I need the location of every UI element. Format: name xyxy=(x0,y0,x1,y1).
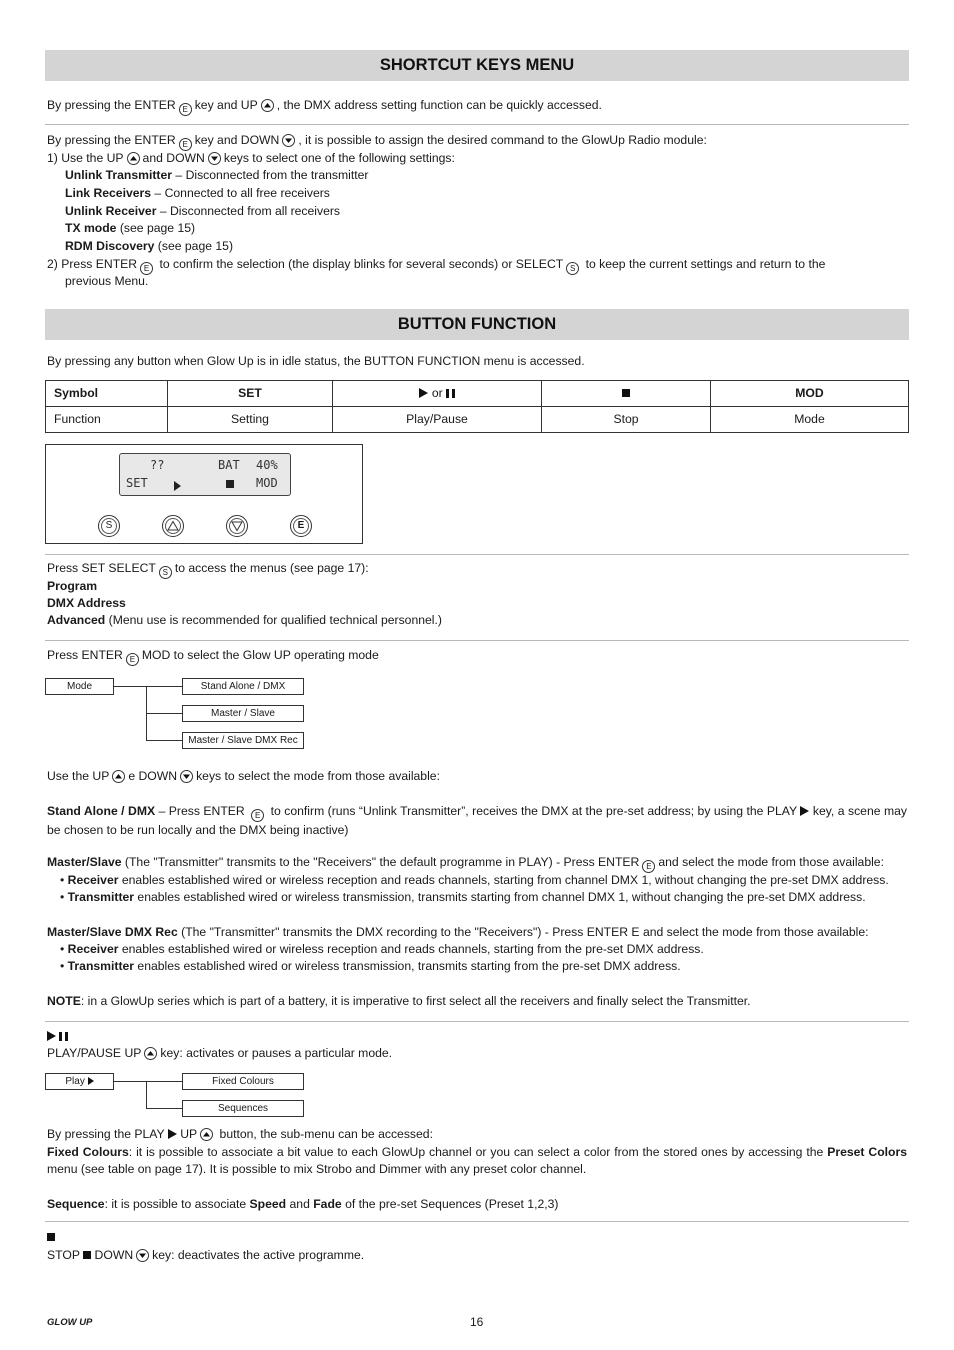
table-header xyxy=(542,381,711,407)
table-header: SET xyxy=(238,385,262,400)
paragraph-master-slave-rec: Master/Slave DMX Rec (The "Transmitter" transmits the DMX recording to the "Receivers") - Press ENTER E and select the mode from those available: xyxy=(47,925,869,939)
play-icon xyxy=(168,1129,177,1139)
down-key-icon xyxy=(282,134,295,147)
list-step: 2) Press ENTER E to confirm the selection (the display blinks for several seconds) or SELECT S to keep the current settings and return to the xyxy=(47,257,826,273)
up-key-icon xyxy=(144,1047,157,1060)
up-key-icon xyxy=(112,770,125,783)
pause-icon xyxy=(446,389,455,398)
diagram-node: Master / Slave xyxy=(182,705,304,722)
list-item: Unlink Transmitter – Disconnected from the transmitter xyxy=(65,168,369,182)
paragraph: By pressing any button when Glow Up is in idle status, the BUTTON FUNCTION menu is accessed. xyxy=(47,354,585,368)
table-cell: Setting xyxy=(168,407,333,433)
diagram-node: Fixed Colours xyxy=(182,1073,304,1090)
enter-key-icon: E xyxy=(126,653,139,666)
pause-icon xyxy=(59,1032,68,1041)
enter-key-icon: E xyxy=(179,103,192,116)
diagram-node: Stand Alone / DMX xyxy=(182,678,304,695)
table-cell: Mode xyxy=(711,407,909,433)
list-item: RDM Discovery (see page 15) xyxy=(65,239,234,253)
bullet-item: • Transmitter enables established wired or wireless transmission, transmits starting from the pre-set DMX address. xyxy=(60,959,681,973)
diagram-node: Sequences xyxy=(182,1100,304,1117)
list-item: TX mode (see page 15) xyxy=(65,221,196,235)
divider xyxy=(45,1221,909,1222)
stop-icon xyxy=(226,480,234,488)
list-item: Unlink Receiver – Disconnected from all receivers xyxy=(65,204,341,218)
paragraph-master-slave: Master/Slave (The "Transmitter" transmits to the "Receivers" the default programme in PLAY) - Press ENTER E and select the mode from those available: xyxy=(47,855,884,871)
divider xyxy=(45,640,909,641)
up-button[interactable] xyxy=(162,515,184,537)
up-key-icon xyxy=(200,1128,213,1141)
stop-icon xyxy=(622,389,630,397)
section-header-button-function xyxy=(45,309,909,340)
paragraph: PLAY/PAUSE UP key: activates or pauses a particular mode. xyxy=(47,1046,393,1060)
table-header: MOD xyxy=(795,385,824,400)
list-item: Link Receivers – Connected to all free receivers xyxy=(65,186,330,200)
stop-symbol xyxy=(47,1229,55,1246)
diagram-root: Mode xyxy=(45,678,114,695)
up-key-icon xyxy=(261,99,274,112)
paragraph: By pressing the ENTER E key and DOWN , it is possible to assign the desired command to the GlowUp Radio module: xyxy=(47,133,707,149)
up-key-icon xyxy=(127,152,140,165)
diagram-node: Master / Slave DMX Rec xyxy=(182,732,304,749)
select-key-icon: S xyxy=(159,566,172,579)
stop-icon xyxy=(83,1251,91,1259)
paragraph-stand-alone: Stand Alone / DMX – Press ENTER E to confirm (runs “Unlink Transmitter”, receives the DMX at the pre-set address; by using the PLAY key, a scene may be chosen to be run locally and the DMX being inactive) xyxy=(47,804,907,837)
section-title: BUTTON FUNCTION xyxy=(397,315,557,333)
menu-item: Program xyxy=(47,579,98,593)
section-title: SHORTCUT KEYS MENU xyxy=(379,56,575,74)
table-header: or xyxy=(333,381,542,407)
menu-item: Advanced (Menu use is recommended for qualified technical personnel.) xyxy=(47,613,442,627)
list-step: 1) Use the UP and DOWN keys to select one of the following settings: xyxy=(47,151,455,165)
paragraph: STOP DOWN key: deactivates the active programme. xyxy=(47,1248,365,1262)
divider xyxy=(45,1021,909,1022)
select-key-icon: S xyxy=(566,262,579,275)
footer-brand: GLOW UP xyxy=(47,1317,93,1328)
enter-button[interactable]: E xyxy=(290,515,312,537)
play-pause-symbol xyxy=(47,1028,68,1045)
enter-key-icon: E xyxy=(251,809,264,822)
paragraph: By pressing the PLAY UP button, the sub-menu can be accessed: xyxy=(47,1127,433,1141)
select-button[interactable]: S xyxy=(98,515,120,537)
page-number: 16 xyxy=(470,1315,484,1329)
play-icon xyxy=(419,388,428,398)
play-icon xyxy=(174,479,181,496)
paragraph: Press ENTER E MOD to select the Glow UP operating mode xyxy=(47,648,379,664)
lcd-display: ?? BAT 40% SET MOD xyxy=(119,453,291,496)
menu-item: DMX Address xyxy=(47,596,126,610)
play-icon xyxy=(47,1031,56,1041)
table-cell: Function xyxy=(46,407,168,433)
table-cell: Stop xyxy=(542,407,711,433)
bullet-item: • Receiver enables established wired or wireless reception and reads channels, starting from the pre-set DMX address. xyxy=(60,942,704,956)
stop-icon xyxy=(47,1233,55,1241)
control-panel xyxy=(45,444,363,544)
bullet-item: • Transmitter enables established wired or wireless transmission, transmits starting from channel DMX 1, without changing the pre-set DMX address. xyxy=(60,890,866,904)
enter-key-icon: E xyxy=(642,860,655,873)
enter-key-icon: E xyxy=(140,262,153,275)
play-icon xyxy=(88,1077,94,1085)
paragraph: By pressing the ENTER E key and UP , the DMX address setting function can be quickly accessed. xyxy=(47,98,602,114)
table-header: Symbol xyxy=(54,385,99,400)
divider xyxy=(45,124,909,125)
note: NOTE: in a GlowUp series which is part of a battery, it is imperative to first select all the receivers and finally select the Transmitter. xyxy=(47,994,751,1008)
down-key-icon xyxy=(180,770,193,783)
diagram-root: Play xyxy=(45,1073,114,1090)
down-key-icon xyxy=(136,1249,149,1262)
divider xyxy=(45,554,909,555)
table-cell: Play/Pause xyxy=(333,407,542,433)
paragraph: Press SET SELECT S to access the menus (see page 17): xyxy=(47,561,369,577)
button-function-table xyxy=(45,380,909,433)
paragraph-sequence: Sequence: it is possible to associate Speed and Fade of the pre-set Sequences (Preset 1,2,3) xyxy=(47,1197,559,1211)
enter-key-icon: E xyxy=(179,138,192,151)
section-header-shortcut xyxy=(45,50,909,81)
paragraph: Use the UP e DOWN keys to select the mode from those available: xyxy=(47,769,440,783)
down-button[interactable] xyxy=(226,515,248,537)
paragraph-fixed-colours: Fixed Colours: it is possible to associate a bit value to each GlowUp channel or you can select a color from the stored ones by accessing the Preset Colors menu (see table on page 17). It is possible to mix Strobo and Dimmer with any preset color channel. xyxy=(47,1145,907,1177)
list-step-cont: previous Menu. xyxy=(65,274,149,288)
down-key-icon xyxy=(208,152,221,165)
bullet-item: • Receiver enables established wired or wireless reception and reads channels, starting from channel DMX 1, without changing the pre-set DMX address. xyxy=(60,873,889,887)
